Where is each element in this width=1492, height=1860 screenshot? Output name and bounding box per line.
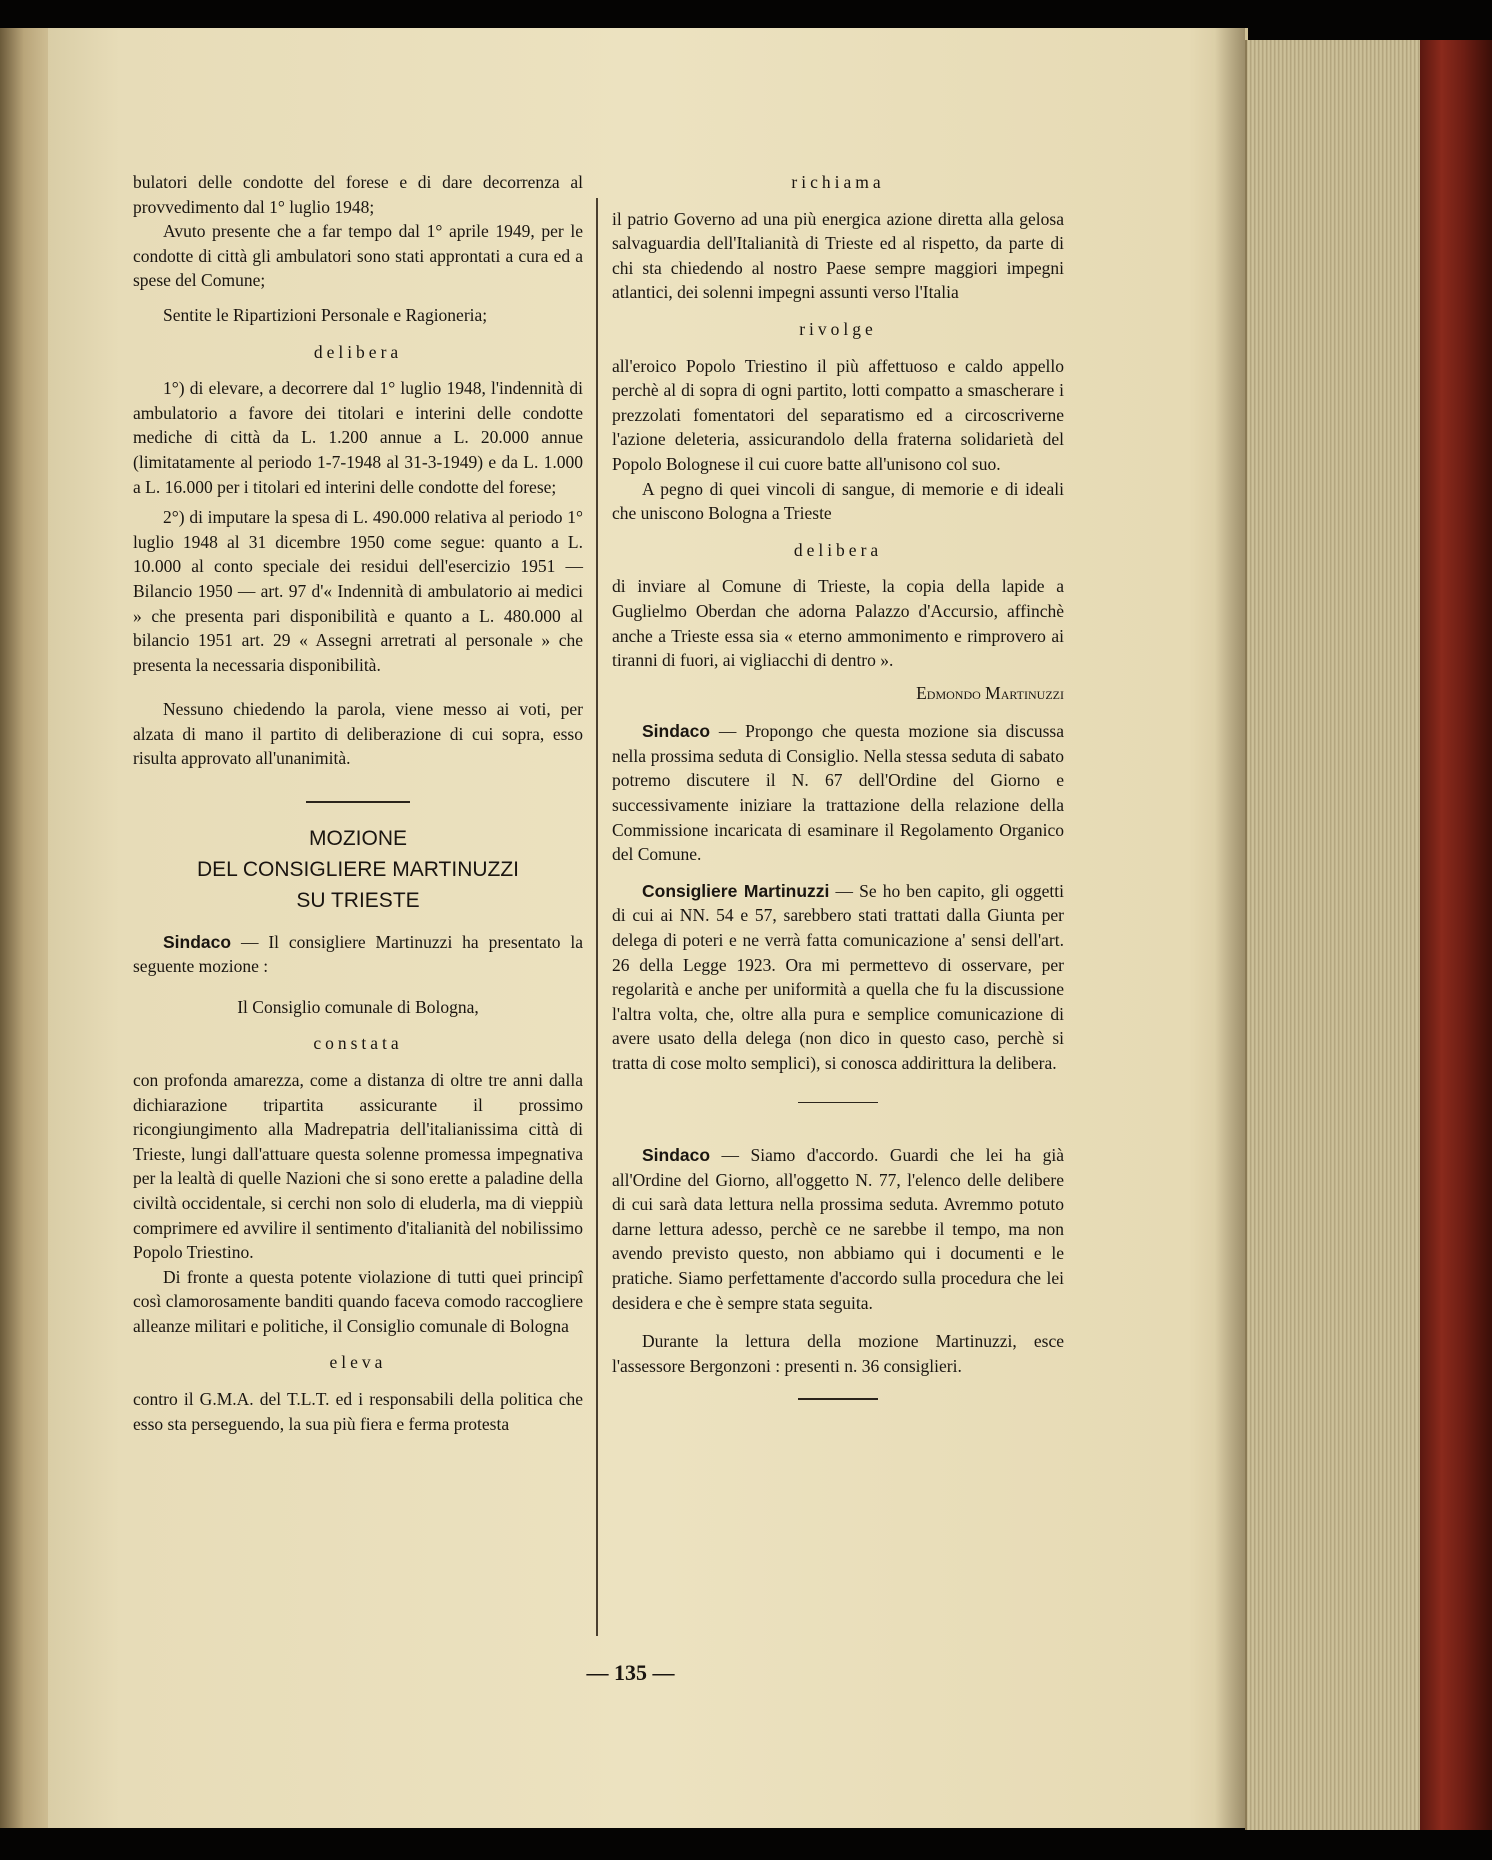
paragraph: 2°) di imputare la spesa di L. 490.000 relativa al periodo 1° luglio 1948 al 31 dicembre 1950 come segue: quanto a L. 10.000 al conto speciale dei residui dell'esercizio 1951 — Bilancio 1950 — art. 97 d'« Indennità di ambulatorio ai medici » che presenta pari disponibilità e quanto a L. 480.000 al bilancio 1951 art. 29 « Assegni arretrati al personale » che presenta la necessaria disponibilità. <box>133 507 583 675</box>
speaker-name: Sindaco <box>642 1145 711 1166</box>
section-label-delibera: delibera <box>793 539 883 560</box>
signature: Edmondo Martinuzzi <box>916 682 1064 703</box>
paragraph: Il Consiglio comunale di Bologna, <box>237 996 479 1017</box>
speaker-name: Sindaco <box>642 721 711 742</box>
paragraph <box>612 879 1064 1076</box>
paragraph: di inviare al Comune di Trieste, la copia della lapide a Guglielmo Oberdan che adorna Palazzo d'Accursio, affinchè anche a Trieste essa sia « eterno ammonimento e rimprovero ai tiranni di fuori, ai vigliacchi di dentro ». <box>612 576 1064 671</box>
paragraph: Nessuno chiedendo la parola, viene messo ai voti, per alzata di mano il partito di deliberazione di cui sopra, esso risulta approvato all'unanimità. <box>133 699 583 769</box>
paragraph <box>612 719 1064 867</box>
speaker-name: Consigliere Martinuzzi <box>642 880 830 901</box>
heading-line: MOZIONE <box>309 826 407 850</box>
paragraph: contro il G.M.A. del T.L.T. ed i responsabili della politica che esso sta perseguendo, la sua più fiera e ferma protesta <box>133 1389 583 1434</box>
column-divider <box>596 198 598 1636</box>
paragraph: Di fronte a questa potente violazione di tutti quei principî così clamorosamente banditi quando faceva comodo raccogliere alleanze militari e politiche, il Consiglio comunale di Bologna <box>133 1266 583 1336</box>
section-label-rivolge: rivolge <box>799 318 877 339</box>
right-column <box>612 170 1064 1400</box>
section-rule <box>306 801 410 803</box>
section-label-eleva: eleva <box>329 1352 387 1373</box>
section-label-richiama: richiama <box>791 172 885 192</box>
book-page <box>48 28 1248 1828</box>
page-stack-edge <box>1245 40 1427 1830</box>
heading-line: SU TRIESTE <box>296 888 420 912</box>
paragraph: Avuto presente che a far tempo dal 1° aprile 1949, per le condotte di città gli ambulatori sono stati approntati a cura ed a spese del Comune; <box>133 221 583 291</box>
paragraph: 1°) di elevare, a decorrere dal 1° luglio 1948, l'indennità di ambulatorio a favore dei titolari e interini delle condotte mediche di città da L. 1.200 annue a L. 20.000 annue (limitatamente al periodo 1-7-1948 al 31-3-1949) e da L. 1.000 a L. 16.000 per i titolari ed interini delle condotte del forese; <box>133 378 583 497</box>
speech-text: — Siamo d'accordo. Guardi che lei ha già all'Ordine del Giorno, all'oggetto N. 77, l'elenco delle delibere di cui sarà data lettura nella prossima seduta. Avremmo potuto darne lettura adesso, perchè ce ne sarebbe il tempo, ma non avendo previsto questo, non abbiamo qui i documenti e le pratiche. Siamo perfettamente d'accordo sulla procedura che lei desidera e che è sempre stata seguita. <box>612 1145 1064 1313</box>
section-heading <box>133 823 583 916</box>
paragraph: Durante la lettura della mozione Martinuzzi, esce l'assessore Bergonzoni : presenti n. 36 consiglieri. <box>612 1331 1064 1376</box>
heading-line: DEL CONSIGLIERE MARTINUZZI <box>196 857 520 881</box>
speech-text: — Il consigliere Martinuzzi ha presentato la seguente mozione : <box>133 931 583 977</box>
section-label-constata: constata <box>313 1033 403 1054</box>
section-label-delibera: delibera <box>313 341 403 362</box>
book-cover <box>1420 40 1492 1830</box>
left-column <box>133 170 583 1436</box>
speaker-name: Sindaco <box>163 931 232 952</box>
page-number: — 135 — <box>586 1660 675 1685</box>
speech-text: — Propongo che questa mozione sia discussa nella prossima seduta di Consiglio. Nella stessa seduta di sabato potremo discutere il N. 67 dell'Ordine del Giorno e successivamente iniziare la trattazione della relazione della Commissione incaricata di esaminare il Regolamento Organico del Comune. <box>612 721 1064 865</box>
paragraph <box>133 930 583 979</box>
paragraph: A pegno di quei vincoli di sangue, di memorie e di ideali che uniscono Bologna a Trieste <box>612 478 1064 524</box>
paragraph: con profonda amarezza, come a distanza di oltre tre anni dalla dichiarazione tripartita assicurante il prossimo ricongiungimento alla Madrepatria dell'italianissima città di Trieste, lungi dall'attuare questa solenne promessa impegnativa per la lealtà di quelle Nazioni che si sono erette a paladine della civiltà occidentale, si cerchi non solo di eluderla, ma di vieppiù comprimere ed avvilire il sentimento d'italianità del nobilissimo Popolo Triestino. <box>133 1069 583 1263</box>
paragraph: all'eroico Popolo Triestino il più affettuoso e caldo appello perchè al di sopra di ogni partito, lotti compatto a smascherare i prezzolati fomentatori del separatismo ed a circoscriverne l'azione deleteria, assicurandolo della fraterna solidarietà del Popolo Bolognese il cui cuore batte all'unisono col suo. <box>612 355 1064 474</box>
paragraph <box>612 1143 1064 1315</box>
section-rule <box>798 1398 878 1400</box>
speech-text: — Se ho ben capito, gli oggetti di cui ai NN. 54 e 57, sarebbero stati trattati dalla Giunta per delega di poteri e ne verrà fatta comunicazione a' sensi dell'art. 26 della Legge 1923. Ora mi permettevo di osservare, per regolarità e anche per uniformità a quella che fu la discussione l'altra volta, che, oltre alla pura e semplice comunicazione di avere usato della delega (non dico in questo caso, perchè si tratta di cose molto semplici), si conosca addirittura la delibera. <box>612 880 1065 1073</box>
paragraph: bulatori delle condotte del forese e di dare decorrenza al provvedimento dal 1° luglio 1948; <box>133 172 583 217</box>
paragraph: Sentite le Ripartizioni Personale e Ragioneria; <box>163 304 488 325</box>
gutter-shadow <box>1215 28 1245 1828</box>
paragraph: il patrio Governo ad una più energica azione diretta alla gelosa salvaguardia dell'Italianità di Trieste ed al rispetto, da parte di chi sta chiedendo al nostro Paese sempre maggiori impegni atlantici, dei solenni impegni assunti verso l'Italia <box>612 208 1064 303</box>
